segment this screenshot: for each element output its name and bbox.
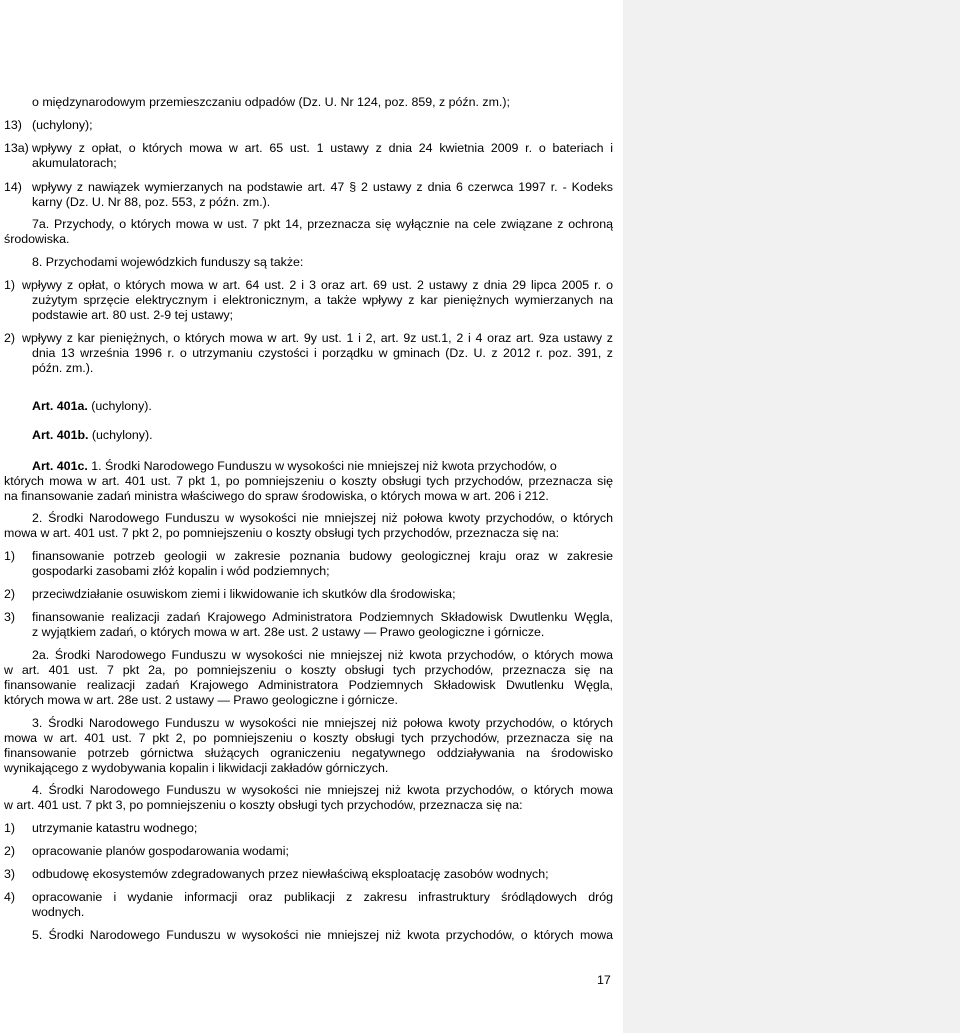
text-line: których mowa w art. 401 ust. 7 pkt 1, po pomniejszeniu o koszty obsługi tych przychodów, przeznacza się (4, 474, 613, 488)
text-line: których mowa w art. 28e ust. 2 ustawy — Prawo geologiczne i górnicze. (4, 693, 398, 707)
text-line: wodnych. (32, 905, 85, 919)
text-line: gospodarki zasobami złóż kopalin i wód podziemnych; (32, 564, 330, 578)
item-number: 2) (4, 844, 16, 858)
text-line: 8. Przychodami wojewódzkich funduszy są także: (32, 255, 304, 269)
text-line: podstawie art. 80 ust. 2-9 tej ustawy; (32, 308, 234, 322)
item-number: 1) (4, 278, 16, 292)
item-number: 3) (4, 610, 16, 624)
text-line: wynikającego z wydobywania kopalin i likwidacji zakładów górniczych. (4, 761, 389, 775)
text-line: późn. zm.). (32, 361, 94, 375)
article-number: Art. 401b. (32, 428, 89, 442)
article-number: Art. 401a. (32, 399, 88, 413)
item-number: 14) (4, 180, 22, 194)
text-line: wpływy z opłat, o których mowa w art. 65 ust. 1 ustawy z dnia 24 kwietnia 2009 r. o bateriach i (32, 141, 613, 155)
text-line: na finansowanie zadań ministra właściwego do spraw środowiska, o których mowa w art. 206 i 212. (4, 489, 549, 503)
text-line: karny (Dz. U. Nr 88, poz. 553, z późn. zm.). (32, 195, 271, 209)
text-line: utrzymanie katastru wodnego; (32, 821, 198, 835)
item-number: 4) (4, 890, 16, 904)
item-number: 1) (4, 549, 16, 563)
article-text: (uchylony). (87, 399, 152, 413)
item-number: 13) (4, 118, 22, 132)
text-line: finansowanie realizacji zadań Krajowego Administratora Podziemnych Składowisk Dwutlenku Węgla, (32, 610, 613, 624)
text-line: finansowanie potrzeb górnictwa służących ograniczeniu negatywnego oddziaływania na środowisko (4, 746, 613, 760)
text-line: finansowanie potrzeb geologii w zakresie poznania budowy geologicznej kraju oraz w zakresie (32, 549, 613, 563)
text-line: odbudowę ekosystemów zdegradowanych przez niewłaściwą eksploatację zasobów wodnych; (32, 867, 549, 881)
text-line: o międzynarodowym przemieszczaniu odpadów (Dz. U. Nr 124, poz. 859, z późn. zm.); (32, 95, 510, 109)
text-line: środowiska. (4, 232, 70, 246)
text-line: (uchylony); (32, 118, 93, 132)
item-number: 13a) (4, 141, 29, 155)
text-line: 2. Środki Narodowego Funduszu w wysokości nie mniejszej niż połowa kwoty przychodów, o których (32, 511, 613, 525)
text-line: finansowanie realizacji zadań Krajowego Administratora Podziemnych Składowisk Dwutlenku Węgla, (4, 678, 613, 692)
article-heading (32, 399, 152, 415)
text-line: wpływy z kar pieniężnych, o których mowa w art. 9y ust. 1 i 2, art. 9z ust.1, 2 i 4 oraz art. 9za ustawy z (22, 331, 613, 345)
text-line: opracowanie i wydanie informacji oraz publikacji z zakresu infrastruktury śródlądowych dróg (32, 890, 613, 904)
text-line: zużytym sprzęcie elektrycznym i elektronicznym, a także wpływy z kar pieniężnych wymierzanych na (32, 293, 613, 307)
text-line: w art. 401 ust. 7 pkt 3, po pomniejszeniu o koszty obsługi tych przychodów, przeznacza się na: (4, 798, 523, 812)
text-line: 4. Środki Narodowego Funduszu w wysokości nie mniejszej niż kwota przychodów, o których mowa (32, 783, 613, 797)
article-heading (32, 428, 153, 444)
article-text: 1. Środki Narodowego Funduszu w wysokości nie mniejszej niż kwota przychodów, o (87, 459, 557, 473)
text-line: w art. 401 ust. 7 pkt 2a, po pomniejszeniu o koszty obsługi tych przychodów, przeznacza się na (4, 663, 613, 677)
text-line: przeciwdziałanie osuwiskom ziemi i likwidowanie ich skutków dla środowiska; (32, 587, 456, 601)
item-number: 2) (4, 587, 16, 601)
text-line: dnia 13 września 1996 r. o utrzymaniu czystości i porządku w gminach (Dz. U. z 2012 r. poz. 391, z (32, 346, 613, 360)
comment-sidebar (623, 0, 960, 1033)
text-line: 5. Środki Narodowego Funduszu w wysokości nie mniejszej niż kwota przychodów, o których mowa (32, 928, 613, 942)
text-line: mowa w art. 401 ust. 7 pkt 2, po pomniejszeniu o koszty obsługi tych przychodów, przeznacza się na: (4, 526, 560, 540)
article-heading (32, 459, 557, 475)
text-line: wpływy z opłat, o których mowa w art. 64 ust. 2 i 3 oraz art. 69 ust. 2 ustawy z dnia 29 lipca 2005 r. o (22, 278, 613, 292)
article-number: Art. 401c. (32, 459, 88, 473)
page-number: 17 (597, 973, 611, 987)
text-line: akumulatorach; (32, 156, 117, 170)
text-line: opracowanie planów gospodarowania wodami; (32, 844, 289, 858)
text-line: 3. Środki Narodowego Funduszu w wysokości nie mniejszej niż połowa kwoty przychodów, o których (32, 716, 613, 730)
text-line: 7a. Przychody, o których mowa w ust. 7 pkt 14, przeznacza się wyłącznie na cele związane z ochroną (32, 217, 613, 231)
text-line: mowa w art. 401 ust. 7 pkt 2, po pomniejszeniu o koszty obsługi tych przychodów, przeznacza się na (4, 731, 613, 745)
item-number: 2) (4, 331, 16, 345)
text-line: 2a. Środki Narodowego Funduszu w wysokości nie mniejszej niż kwota przychodów, o których mowa (32, 648, 613, 662)
text-line: wpływy z nawiązek wymierzanych na podstawie art. 47 § 2 ustawy z dnia 6 czerwca 1997 r. - Kodeks (32, 180, 613, 194)
item-number: 1) (4, 821, 16, 835)
text-line: z wyjątkiem zadań, o których mowa w art. 28e ust. 2 ustawy — Prawo geologiczne i górnicze. (32, 625, 545, 639)
article-text: (uchylony). (88, 428, 153, 442)
item-number: 3) (4, 867, 16, 881)
